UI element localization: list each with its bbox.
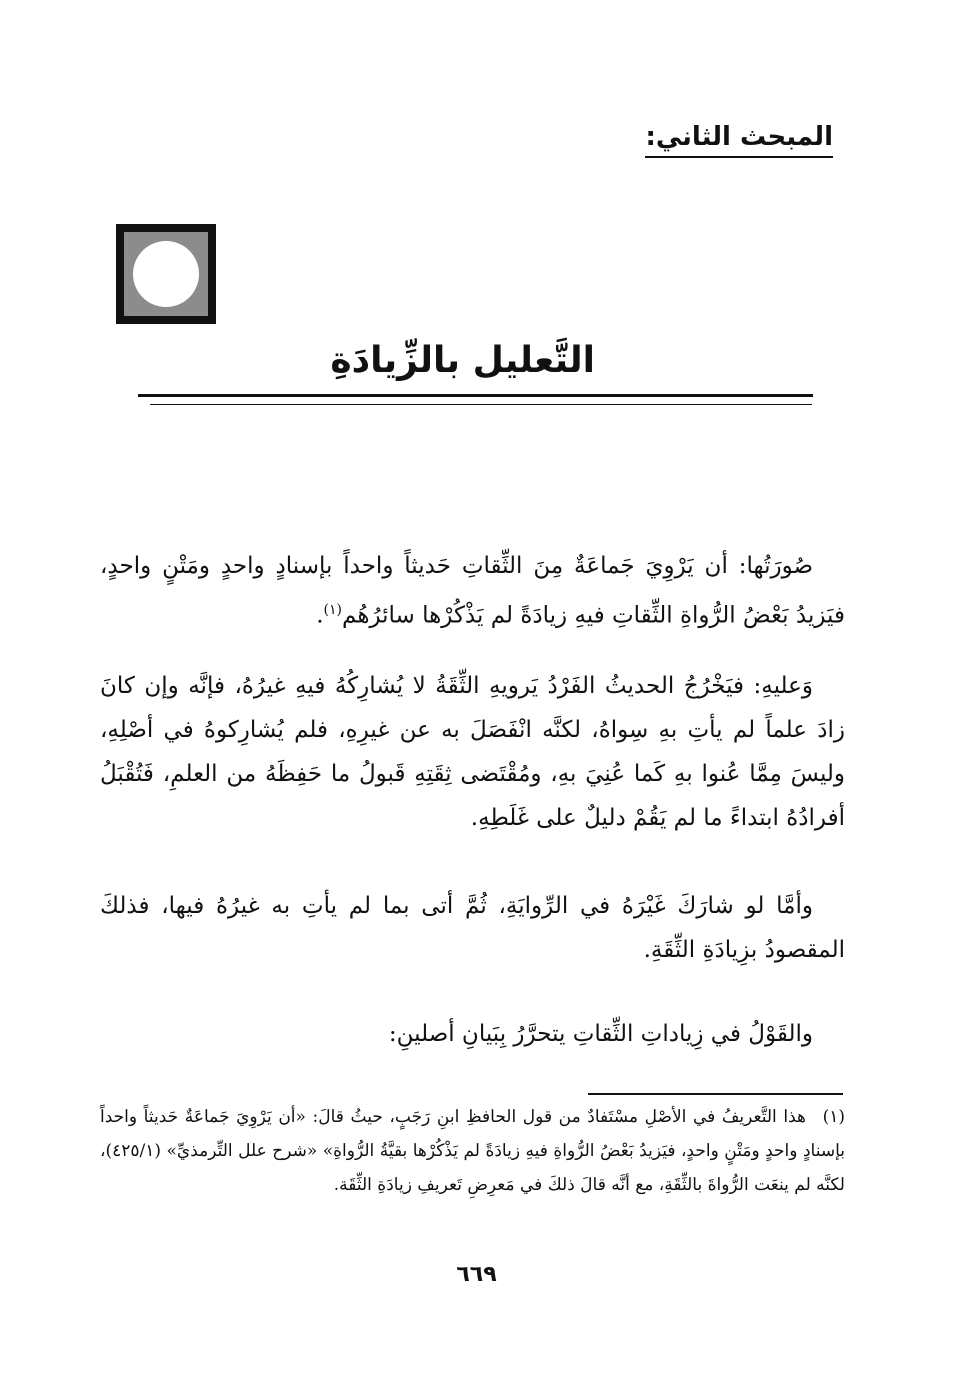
ornament-circle: [133, 241, 199, 307]
footnote-reference[interactable]: (١): [323, 602, 343, 618]
paragraph-two-principles: والقَوْلُ في زِياداتِ الثِّقاتِ يتحرَّرُ بِبَيانِ أصلينِ:: [388, 1021, 813, 1047]
paragraph-participation: وأمَّا لو شارَكَ غَيْرَهُ في الرِّوايَةِ، ثُمَّ أتى بما لم يأتِ به غيرُهُ فيها، فذلكَ المقصودُ بزِيادَةِ الثِّقَةِ.: [100, 893, 845, 963]
chapter-ornament-icon: [116, 224, 216, 324]
page-number: ٦٦٩: [456, 1262, 497, 1287]
paragraph-consequence: وَعليهِ: فيَخْرُجُ الحديثُ الفَرْدُ يَرويهِ الثِّقَةُ لا يُشارِكُهُ فيهِ غيرُهُ، فإنَّه وإن كانَ زادَ علماً لم يأتِ بهِ سِواهُ، لكنَّه انْفَصَلَ به عن غيرِهِ، فلم يُشارِكوهُ في أصْلِهِ، وليسَ مِمَّا عُنوا بهِ كَما عُنِيَ بهِ، ومُقْتَضى ثِقَتِهِ قَبولُ ما حَفِظَهُ من العلمِ، فَتُقْبَلُ أفرادُهُ ابتداءً ما لم يَقُمْ دليلٌ على غَلَطِهِ.: [100, 673, 845, 831]
footnote-text: هذا التَّعريفُ في الأصْلِ مسْتَفادٌ من قول الحافظِ ابنِ رَجَبٍ، حيثُ قالَ: «أن يَرْوِيَ جَماعَةٌ حَديثاً واحداً بإسنادٍ واحدٍ ومَتْنٍ واحدٍ، فيَزيدُ بَعْضُ الرُّواةِ فيهِ زيادَةً لم يَذْكُرْها بقيَّةُ الرُّواةِ» «شرح علل التِّرمذيِّ» (٤٢٥/١)، لكنَّه لم ينعَت الرُّواةَ بالثِّقَةِ، مع أنَّه قالَ ذلكَ في مَعرِضِ تَعريفِ زيادَةِ الثِّقَة.: [100, 1107, 845, 1195]
paragraph-definition: [100, 544, 845, 638]
footnote: [100, 1100, 845, 1202]
paragraph-definition-text: صُورَتُها: أن يَرْوِيَ جَماعَةٌ مِنَ الثِّقاتِ حَديثاً واحداً بإسنادٍ واحدٍ ومَتْنٍ واحدٍ، فيَزيدُ بَعْضُ الرُّواةِ الثِّقاتِ فيهِ زيادَةً لم يَذْكُرْها سائرُهُم: [100, 553, 845, 629]
title-rule-thick: [138, 394, 813, 397]
ornament-frame: [124, 232, 208, 316]
chapter-title: التَّعليل بالزِّيادَةِ: [330, 340, 595, 381]
section-heading: المبحث الثاني:: [645, 122, 833, 158]
footnote-number: (١): [822, 1107, 845, 1127]
title-rule-thin: [150, 404, 812, 405]
paragraph-definition-end: .: [316, 602, 324, 629]
footnote-separator: [588, 1093, 843, 1095]
